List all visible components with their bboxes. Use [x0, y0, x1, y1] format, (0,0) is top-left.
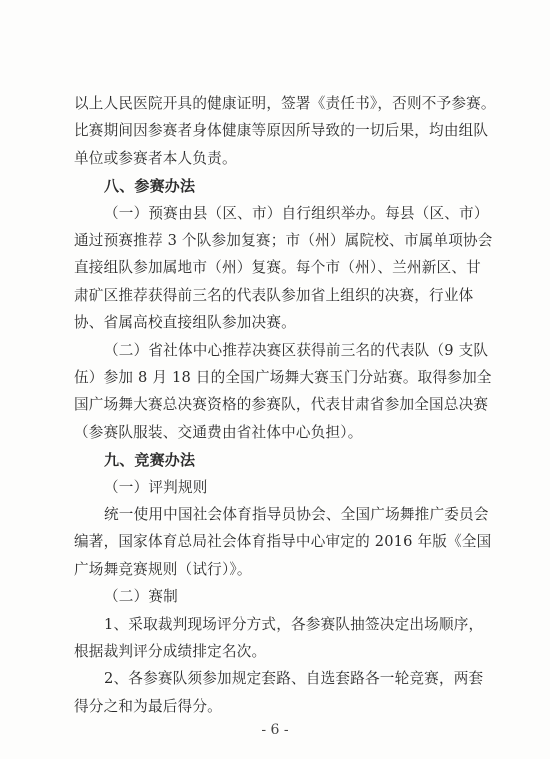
text-line: 肃矿区推荐获得前三名的代表队参加省上组织的决赛，行业体 — [74, 286, 474, 304]
subsection-heading: （二）赛制 — [104, 588, 178, 606]
section-heading: 九、竞赛办法 — [104, 451, 196, 470]
text-line: 得分之和为最后得分。 — [74, 697, 222, 715]
text-line: 统一使用中国社会体育指导员协会、全国广场舞推广委员会 — [104, 506, 489, 523]
text-line: 1、采取裁判现场评分方式，各参赛队抽签决定出场顺序， — [104, 615, 484, 633]
text-line: 比赛期间因参赛者身体健康等原因所导致的一切后果，均由组队 — [74, 122, 489, 140]
text-line: 直接组队参加属地市（州）复赛。每个市（州）、兰州新区、甘 — [74, 259, 481, 277]
subsection-heading: （一）评判规则 — [104, 478, 208, 496]
text-line: （参赛队服装、交通费由省社体中心负担）。 — [74, 423, 363, 441]
text-line: 根据裁判评分成绩排定名次。 — [74, 643, 267, 660]
text-line: 以上人民医院开具的健康证明，签署《责任书》，否则不予参赛。 — [74, 95, 496, 112]
text-line: 单位或参赛者本人负责。 — [74, 149, 237, 167]
text-line: 2、各参赛队须参加规定套路、自选套路各一轮竞赛，两套 — [104, 670, 484, 688]
text-line: 协、省属高校直接组队参加决赛。 — [74, 314, 296, 332]
text-line: 通过预赛推荐 3 个队参加复赛；市（州）属院校、市属单项协会 — [74, 232, 493, 249]
page-number: - 6 - — [261, 722, 289, 738]
text-line: 编著，国家体育总局社会体育指导中心审定的 2016 年版《全国 — [74, 533, 492, 551]
section-heading: 八、参赛办法 — [104, 177, 196, 196]
text-line: （一）预赛由县（区、市）自行组织举办。每县（区、市） — [104, 204, 489, 222]
text-line: 国广场舞大赛总决赛资格的参赛队，代表甘肃省参加全国总决赛 — [74, 396, 489, 414]
text-line: （二）省社体中心推荐决赛区获得前三名的代表队（9 支队 — [104, 341, 489, 359]
text-line: 广场舞竞赛规则（试行）》。 — [74, 560, 252, 578]
text-line: 伍）参加 8 月 18 日的全国广场舞大赛玉门分站赛。取得参加全 — [74, 369, 492, 386]
